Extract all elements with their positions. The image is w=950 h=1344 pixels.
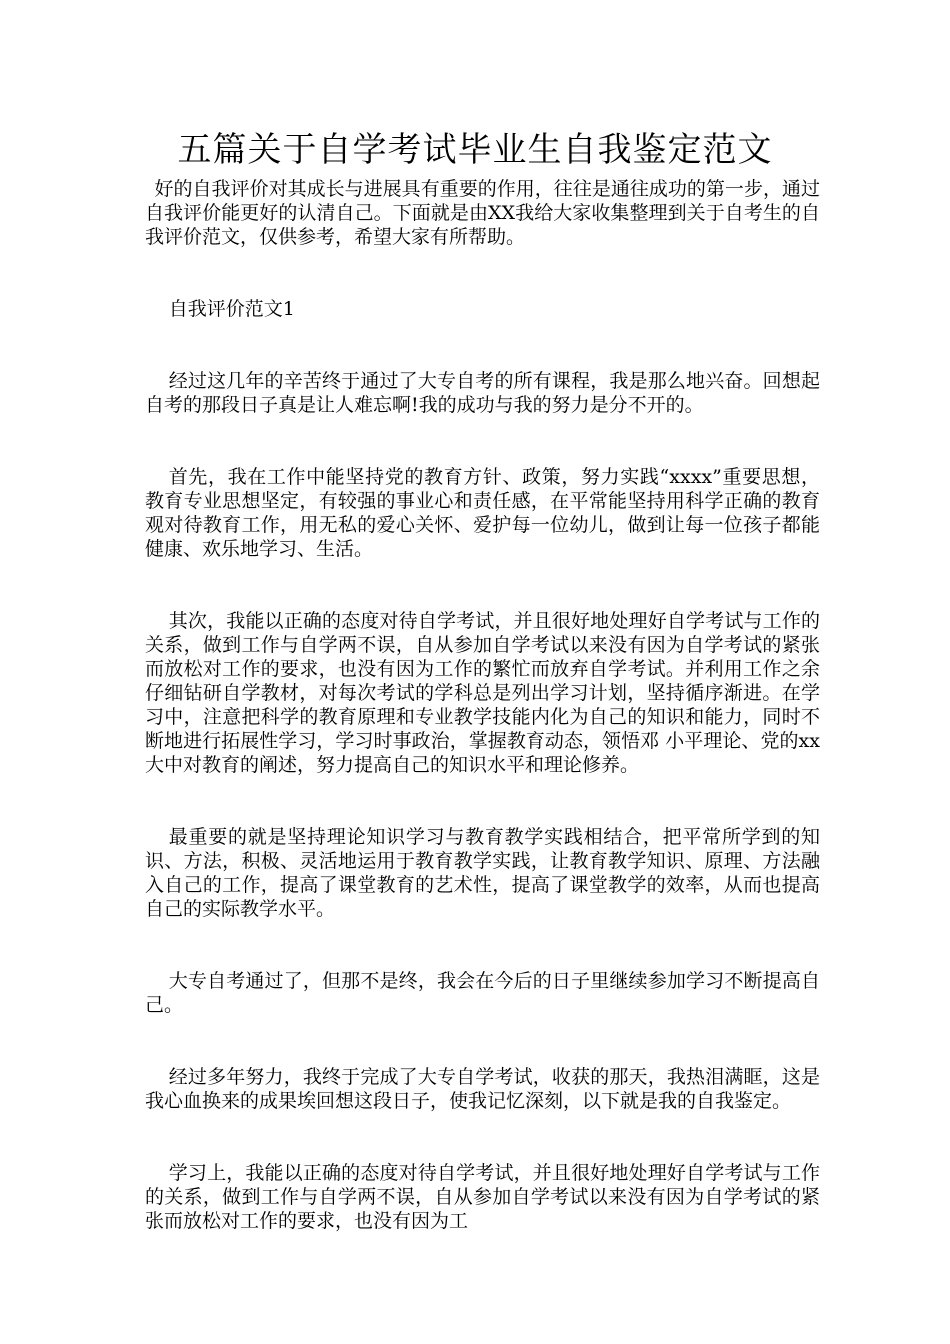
section-heading: 自我评价范文1	[168, 298, 295, 320]
body-paragraph-6: 经过多年努力，我终于完成了大专自学考试，收获的那天，我热泪满眶，这是我心血换来的成果埃回想这段日子，使我记忆深刻，以下就是我的自我鉴定。	[145, 1066, 820, 1112]
body-paragraph-5: 大专自考通过了，但那不是终，我会在今后的日子里继续参加学习不断提高自己。	[145, 970, 820, 1016]
body-paragraph-2: 首先，我在工作中能坚持党的教育方针、政策，努力实践“xxxx”重要思想，教育专业思想坚定，有较强的事业心和责任感，在平常能坚持用科学正确的教育观对待教育工作，用无私的爱心关怀、爱护每一位幼儿，做到让每一位孩子都能健康、欢乐地学习、生活。	[145, 466, 820, 560]
intro-paragraph: 好的自我评价对其成长与进展具有重要的作用，往往是通往成功的第一步，通过自我评价能更好的认清自己。下面就是由XX我给大家收集整理到关于自考生的自我评价范文，仅供参考，希望大家有所帮助。	[145, 178, 820, 248]
body-paragraph-4: 最重要的就是坚持理论知识学习与教育教学实践相结合，把平常所学到的知识、方法，积极、灵活地运用于教育教学实践，让教育教学知识、原理、方法融入自己的工作，提高了课堂教育的艺术性，提高了课堂教学的效率，从而也提高自己的实际教学水平。	[145, 826, 820, 920]
body-paragraph-1: 经过这几年的辛苦终于通过了大专自考的所有课程，我是那么地兴奋。回想起自考的那段日子真是让人难忘啊!我的成功与我的努力是分不开的。	[145, 370, 820, 416]
body-paragraph-3: 其次，我能以正确的态度对待自学考试，并且很好地处理好自学考试与工作的关系，做到工作与自学两不误，自从参加自学考试以来没有因为自学考试的紧张而放松对工作的要求，也没有因为工作的繁忙而放弃自学考试。并利用工作之余仔细钻研自学教材，对每次考试的学科总是列出学习计划，坚持循序渐进。在学习中，注意把科学的教育原理和专业教学技能内化为自己的知识和能力，同时不断地进行拓展性学习，学习时事政治，掌握教育动态，领悟邓 小平理论、党的xx大中对教育的阐述，努力提高自己的知识水平和理论修养。	[145, 610, 820, 776]
body-paragraph-7: 学习上，我能以正确的态度对待自学考试，并且很好地处理好自学考试与工作的关系，做到工作与自学两不误，自从参加自学考试以来没有因为自学考试的紧张而放松对工作的要求，也没有因为工	[145, 1162, 820, 1232]
document-body	[145, 177, 820, 1233]
document-title: 五篇关于自学考试毕业生自我鉴定范文	[177, 130, 773, 170]
